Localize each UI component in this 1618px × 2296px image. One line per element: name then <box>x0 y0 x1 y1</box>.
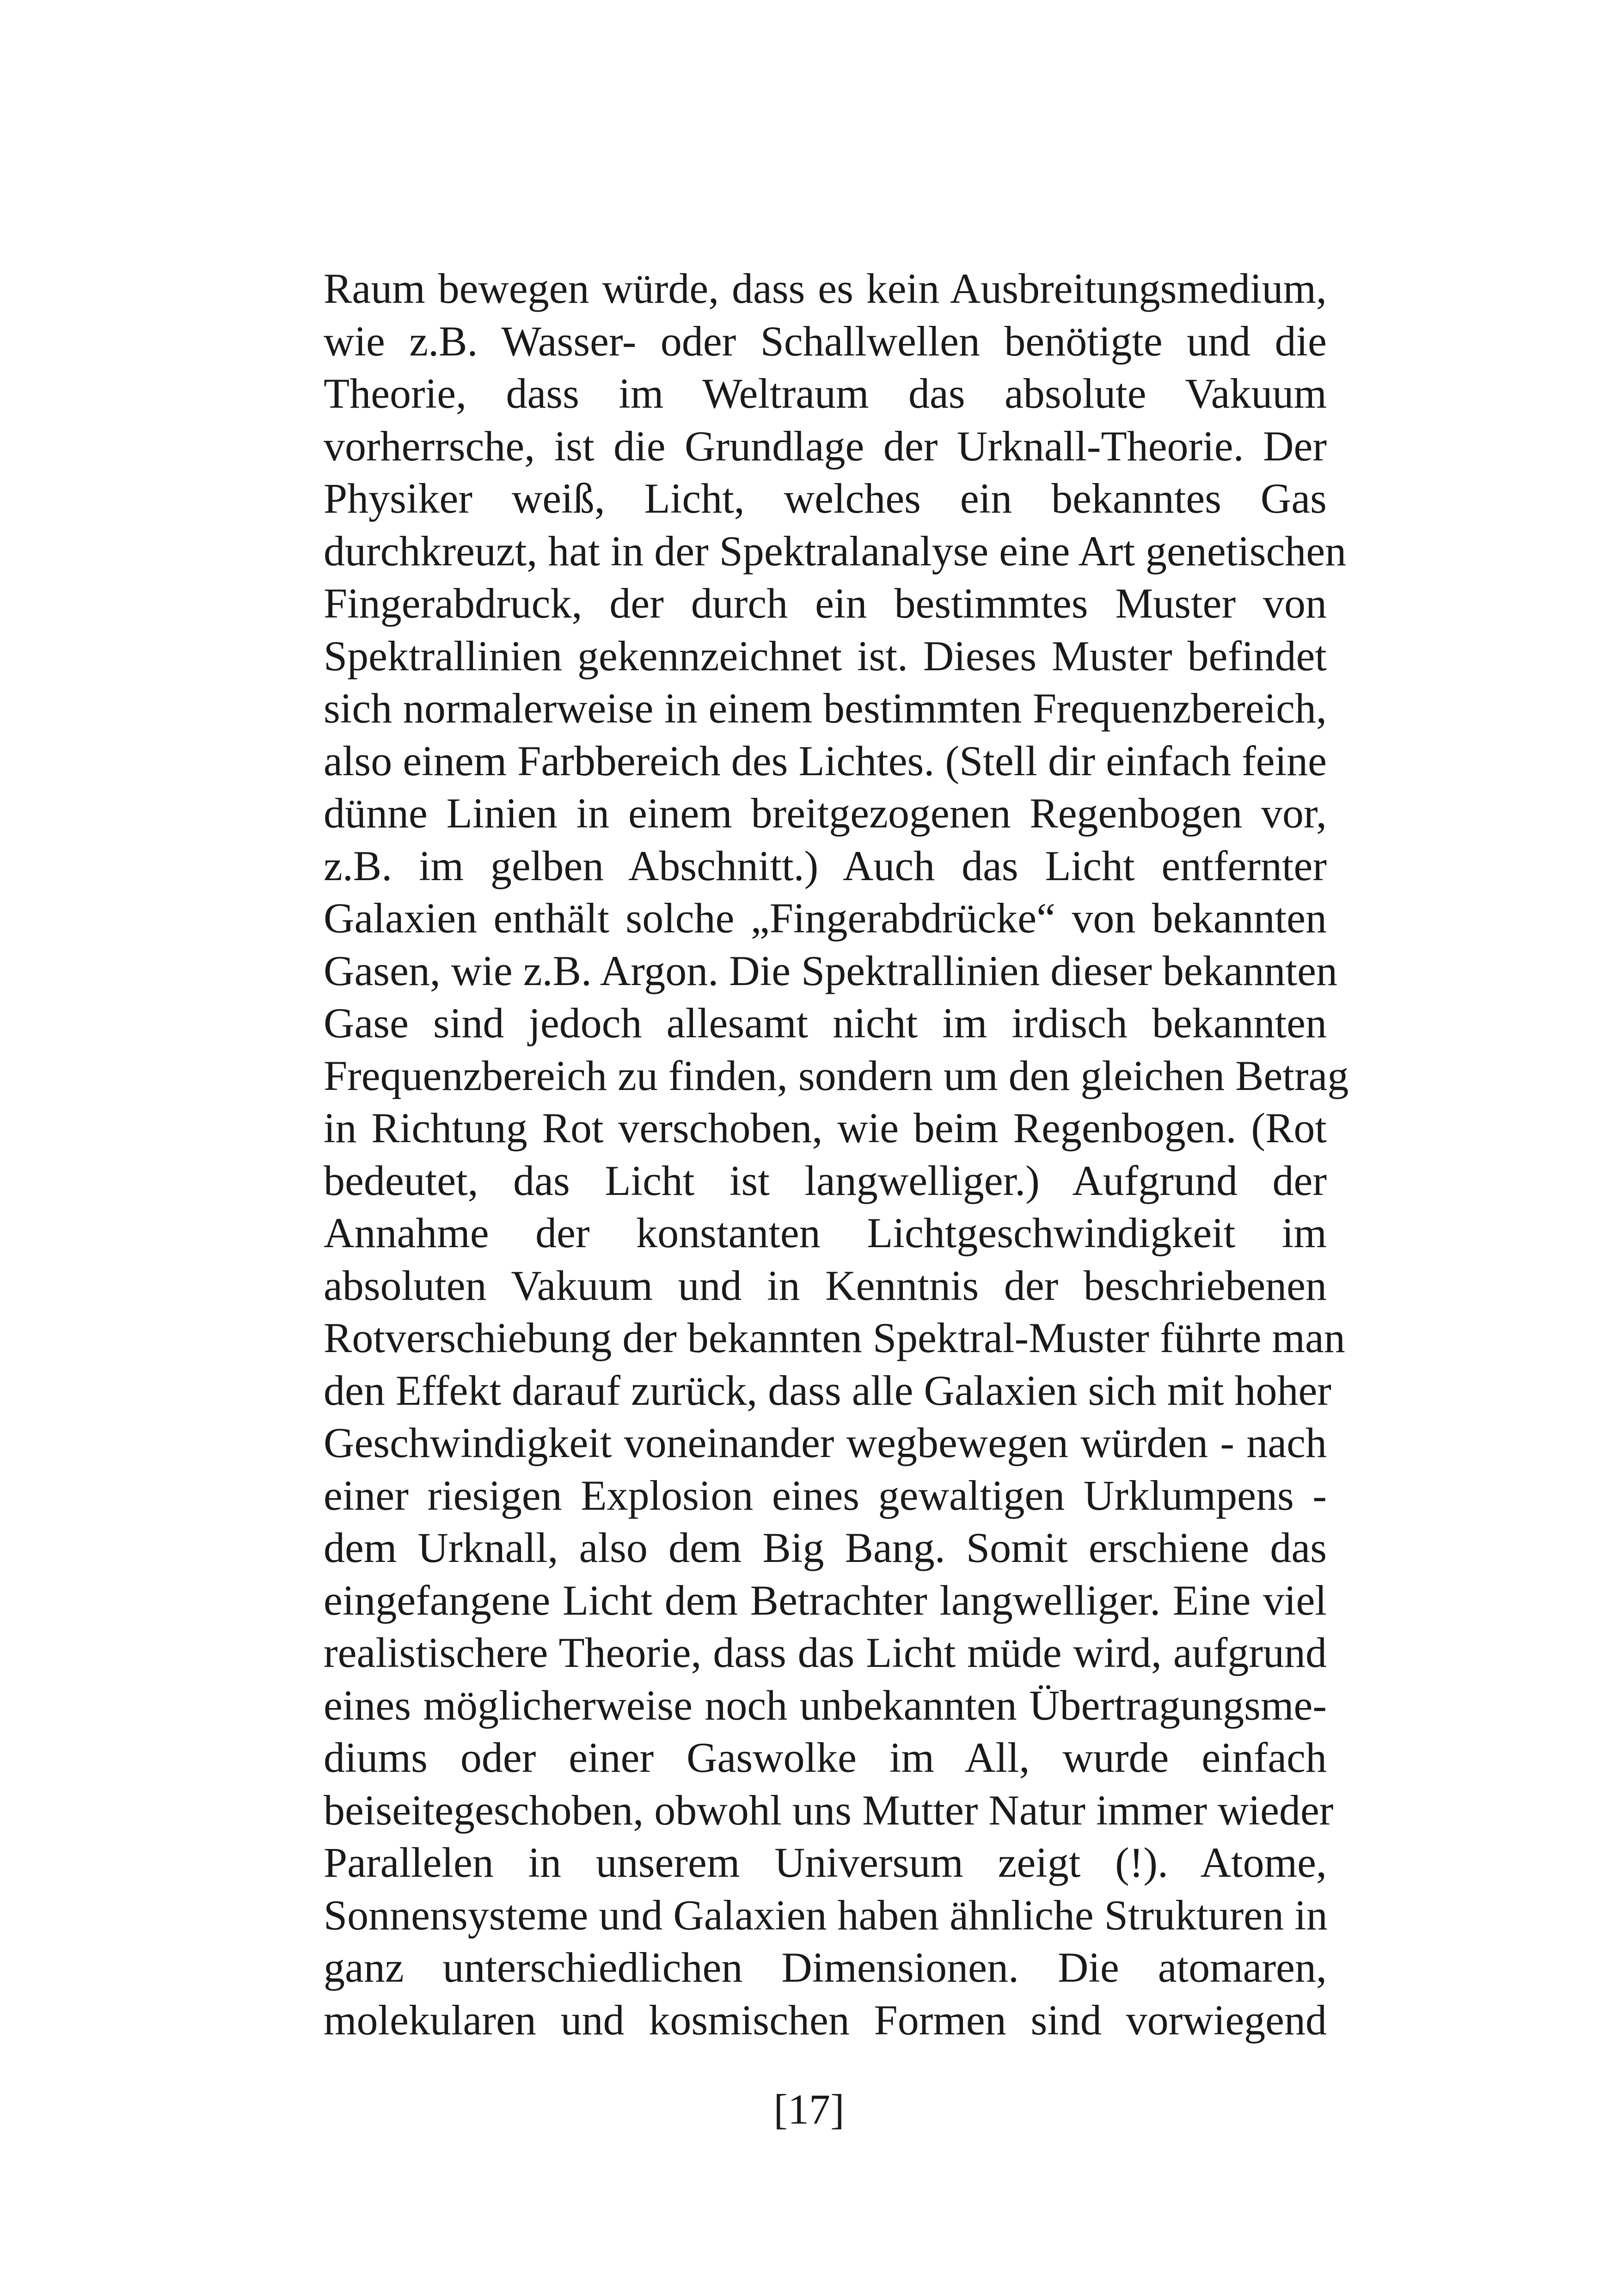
text-line: Spektrallinien gekennzeichnet ist. Dieses Muster befindet <box>324 632 1327 680</box>
text-line: dünne Linien in einem breitgezogenen Regenbogen vor, <box>324 790 1327 837</box>
text-line: Gase sind jedoch allesamt nicht im irdisch bekannten <box>324 999 1327 1047</box>
text-line: bedeutet, das Licht ist langwelliger.) Aufgrund der <box>324 1157 1327 1204</box>
page-number: [17] <box>773 2086 845 2133</box>
text-line: einer riesigen Explosion eines gewaltigen Urklumpens - <box>324 1471 1327 1519</box>
text-line: Annahme der konstanten Lichtgeschwindigkeit im <box>324 1209 1327 1256</box>
text-line: Sonnensysteme und Galaxien haben ähnliche Strukturen in <box>324 1891 1328 1939</box>
text-line: beiseitegeschoben, obwohl uns Mutter Natur immer wieder <box>324 1786 1334 1834</box>
text-line: wie z.B. Wasser- oder Schallwellen benötigte und die <box>324 317 1327 365</box>
text-line: vorherrsche, ist die Grundlage der Urknall-Theorie. Der <box>324 422 1327 470</box>
text-line: diums oder einer Gaswolke im All, wurde einfach <box>324 1734 1327 1781</box>
text-line: absoluten Vakuum und in Kenntnis der beschriebenen <box>324 1261 1327 1309</box>
text-line: Physiker weiß, Licht, welches ein bekanntes Gas <box>324 475 1327 522</box>
text-line: in Richtung Rot verschoben, wie beim Regenbogen. (Rot <box>324 1104 1327 1151</box>
text-line: durchkreuzt, hat in der Spektralanalyse eine Art genetischen <box>324 527 1347 575</box>
text-line: eines möglicherweise noch unbekannten Übertragungsme- <box>324 1681 1327 1729</box>
text-line: also einem Farbbereich des Lichtes. (Stell dir einfach feine <box>324 737 1327 784</box>
text-line: dem Urknall, also dem Big Bang. Somit erschiene das <box>324 1524 1327 1571</box>
text-line: ganz unterschiedlichen Dimensionen. Die atomaren, <box>324 1944 1327 1991</box>
text-line: Raum bewegen würde, dass es kein Ausbreitungsmedium, <box>324 265 1327 312</box>
body-text <box>324 263 1349 2046</box>
text-line: Geschwindigkeit voneinander wegbewegen würden - nach <box>324 1419 1327 1466</box>
text-line: molekularen und kosmischen Formen sind vorwiegend <box>324 1996 1327 2044</box>
text-line: Theorie, dass im Weltraum das absolute Vakuum <box>324 370 1327 417</box>
text-line: den Effekt darauf zurück, dass alle Galaxien sich mit hoher <box>324 1366 1331 1414</box>
text-line: Fingerabdruck, der durch ein bestimmtes Muster von <box>324 580 1327 627</box>
text-line: realistischere Theorie, dass das Licht müde wird, aufgrund <box>324 1629 1327 1676</box>
text-line: Gasen, wie z.B. Argon. Die Spektrallinien dieser bekannten <box>324 947 1337 994</box>
text-line: Rotverschiebung der bekannten Spektral-Muster führte man <box>324 1314 1345 1361</box>
text-line: Parallelen in unserem Universum zeigt (!). Atome, <box>324 1839 1327 1886</box>
text-line: sich normalerweise in einem bestimmten Frequenzbereich, <box>324 685 1327 732</box>
text-line: z.B. im gelben Abschnitt.) Auch das Licht entfernter <box>324 842 1327 889</box>
text-line: Frequenzbereich zu finden, sondern um den gleichen Betrag <box>324 1052 1349 1099</box>
text-line: eingefangene Licht dem Betrachter langwelliger. Eine viel <box>324 1576 1327 1624</box>
text-line: Galaxien enthält solche „Fingerabdrücke“ von bekannten <box>324 894 1327 942</box>
